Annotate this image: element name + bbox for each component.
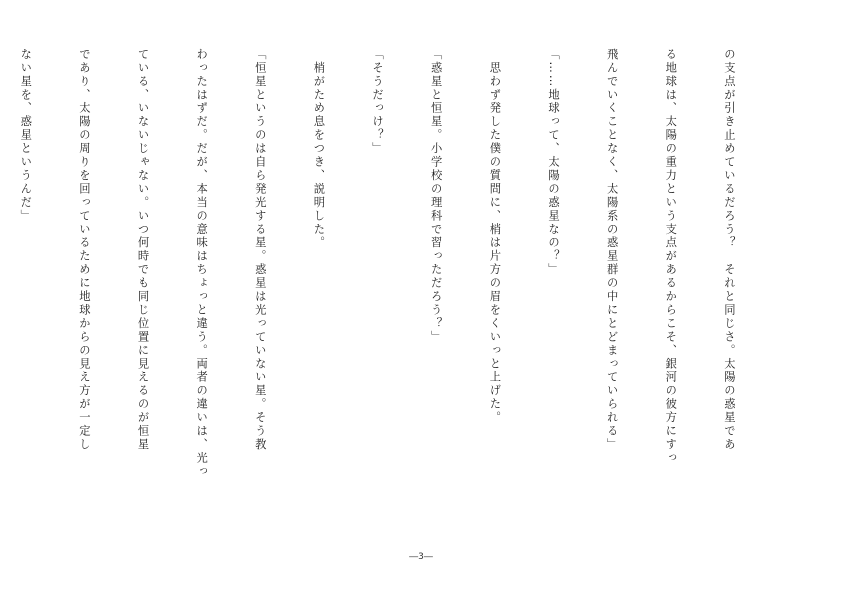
text-line: 飛んでいくことなく、太陽系の惑星群の中にとどまっていられる」 xyxy=(605,48,619,452)
text-line: であり、太陽の周りを回っているために地球からの見え方が一定し xyxy=(77,48,91,452)
text-line: 梢がため息をつき、説明した。 xyxy=(312,48,326,250)
text-line: 思わず発した僕の質問に、梢は片方の眉をくいっと上げた。 xyxy=(488,48,502,425)
text-line: 「そうだっけ？」 xyxy=(371,48,385,156)
text-line: 「恒星というのは自ら発光する星。惑星は光っていない星。そう教 xyxy=(253,48,267,452)
text-line: ている、いないじゃない。いつ何時でも同じ位置に見えるのが恒星 xyxy=(136,48,150,452)
text-line: ない星を、惑星というんだ」 xyxy=(19,48,33,223)
text-line: 「惑星と恒星。小学校の理科で習っただろう？」 xyxy=(429,48,443,344)
text-line: 「……地球って、太陽の惑星なの？」 xyxy=(546,48,560,277)
page-number: ―3― xyxy=(409,552,433,562)
vertical-text-body xyxy=(19,48,778,568)
text-line: わったはずだ。だが、本当の意味はちょっと違う。両者の違いは、光っ xyxy=(195,48,209,479)
text-line: の支点が引き止めているだろう？ それと同じさ。太陽の惑星であ xyxy=(722,48,736,452)
text-line: る地球は、太陽の重力という支点があるからこそ、銀河の彼方にすっ xyxy=(664,48,678,465)
